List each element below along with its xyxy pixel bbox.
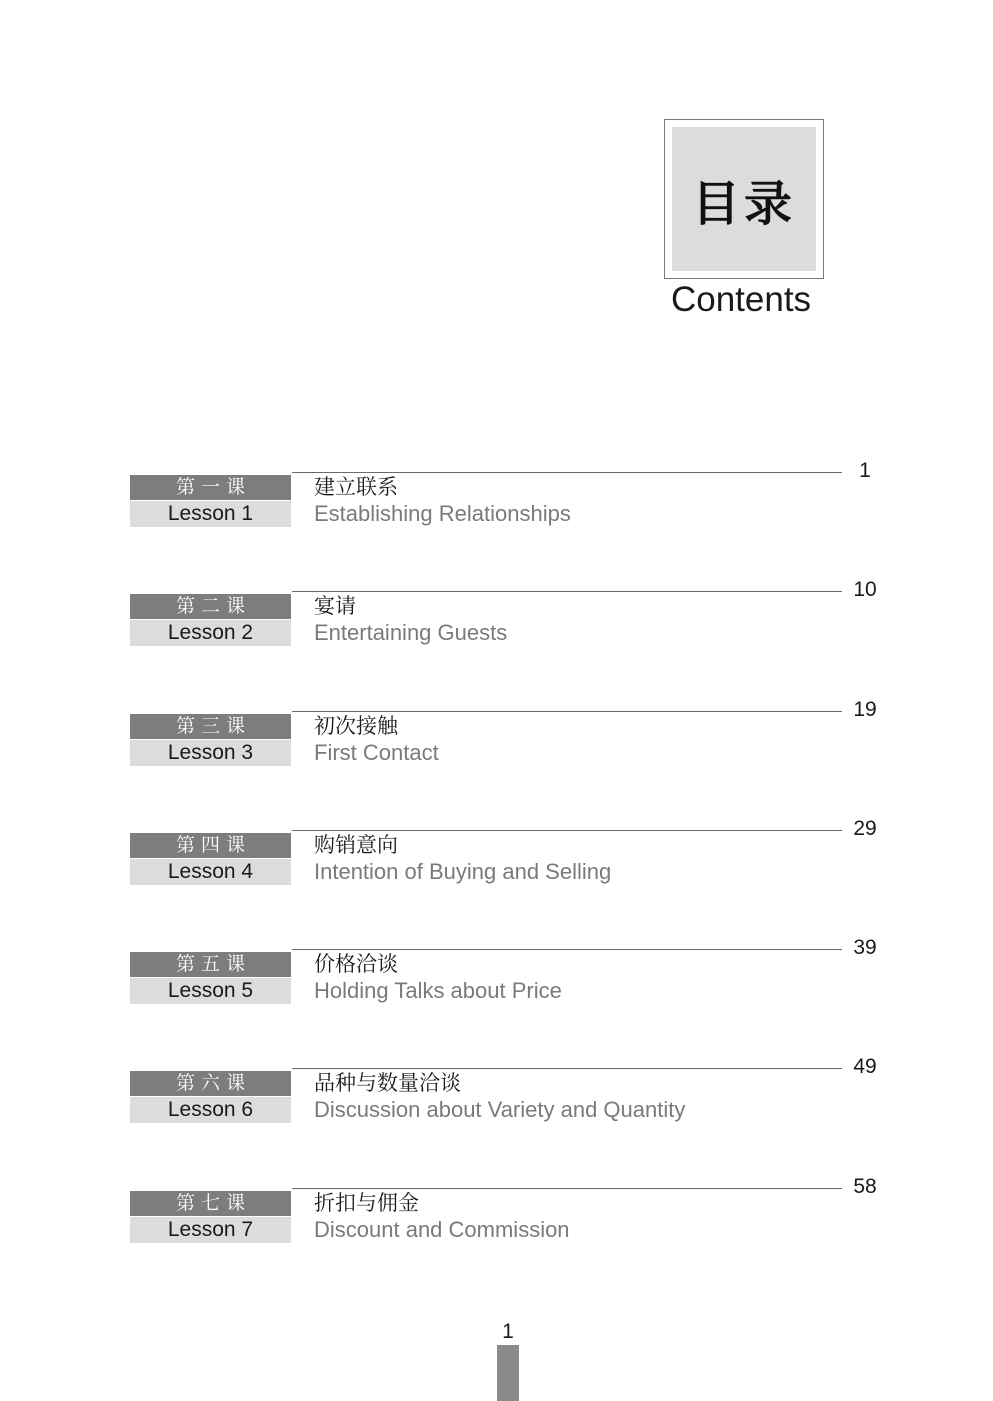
- lesson-label-cn: 第六课: [130, 1071, 291, 1096]
- lesson-title-en: Establishing Relationships: [314, 501, 571, 526]
- lesson-title-en: Holding Talks about Price: [314, 978, 562, 1003]
- lesson-label-cn: 第三课: [130, 714, 291, 739]
- lesson-title-cn: 建立联系: [314, 475, 398, 499]
- lesson-label-en: Lesson 4: [130, 859, 291, 885]
- lesson-title-en: First Contact: [314, 740, 439, 765]
- lesson-page-number: 39: [853, 936, 877, 959]
- lesson-page-number: 29: [853, 817, 877, 840]
- entry-divider: [292, 711, 842, 712]
- entry-divider: [292, 949, 842, 950]
- footer-page-tab: [497, 1345, 519, 1401]
- lesson-label-cn: 第二课: [130, 594, 291, 619]
- toc-entry-lesson-7[interactable]: [0, 1175, 993, 1268]
- toc-entry-lesson-5[interactable]: [0, 936, 993, 1029]
- toc-entry-lesson-6[interactable]: [0, 1055, 993, 1148]
- toc-entry-lesson-2[interactable]: [0, 578, 993, 671]
- lesson-label-cn: 第四课: [130, 833, 291, 858]
- lesson-label-en: Lesson 1: [130, 501, 291, 527]
- contents-title-cn: 目录: [672, 127, 816, 271]
- entry-divider: [292, 1188, 842, 1189]
- lesson-label-en: Lesson 2: [130, 620, 291, 646]
- lesson-label-en: Lesson 3: [130, 740, 291, 766]
- lesson-title-cn: 价格洽谈: [314, 952, 398, 976]
- lesson-label-en: Lesson 7: [130, 1217, 291, 1243]
- lesson-title-cn: 初次接触: [314, 714, 398, 738]
- toc-entry-lesson-1[interactable]: [0, 459, 993, 552]
- toc-entry-lesson-3[interactable]: [0, 698, 993, 791]
- lesson-page-number: 1: [859, 459, 871, 482]
- lesson-page-number: 49: [853, 1055, 877, 1078]
- contents-title-en: Contents: [670, 280, 812, 319]
- lesson-title-en: Entertaining Guests: [314, 620, 508, 645]
- footer-page-number: 1: [502, 1320, 514, 1343]
- entry-divider: [292, 1068, 842, 1069]
- lesson-title-cn: 宴请: [314, 594, 356, 618]
- entry-divider: [292, 591, 842, 592]
- entry-divider: [292, 472, 842, 473]
- lesson-label-en: Lesson 6: [130, 1097, 291, 1123]
- lesson-page-number: 10: [853, 578, 877, 601]
- lesson-label-cn: 第七课: [130, 1191, 291, 1216]
- lesson-page-number: 19: [853, 698, 877, 721]
- lesson-label-cn: 第五课: [130, 952, 291, 977]
- lesson-title-en: Discussion about Variety and Quantity: [314, 1097, 686, 1122]
- toc-entry-lesson-4[interactable]: [0, 817, 993, 910]
- lesson-title-en: Intention of Buying and Selling: [314, 859, 612, 884]
- entry-divider: [292, 830, 842, 831]
- lesson-title-cn: 购销意向: [314, 833, 398, 857]
- lesson-title-cn: 折扣与佣金: [314, 1191, 419, 1215]
- contents-title-box: [664, 119, 824, 279]
- lesson-title-cn: 品种与数量洽谈: [314, 1071, 461, 1095]
- lesson-label-en: Lesson 5: [130, 978, 291, 1004]
- lesson-page-number: 58: [853, 1175, 877, 1198]
- lesson-title-en: Discount and Commission: [314, 1217, 570, 1242]
- lesson-label-cn: 第一课: [130, 475, 291, 500]
